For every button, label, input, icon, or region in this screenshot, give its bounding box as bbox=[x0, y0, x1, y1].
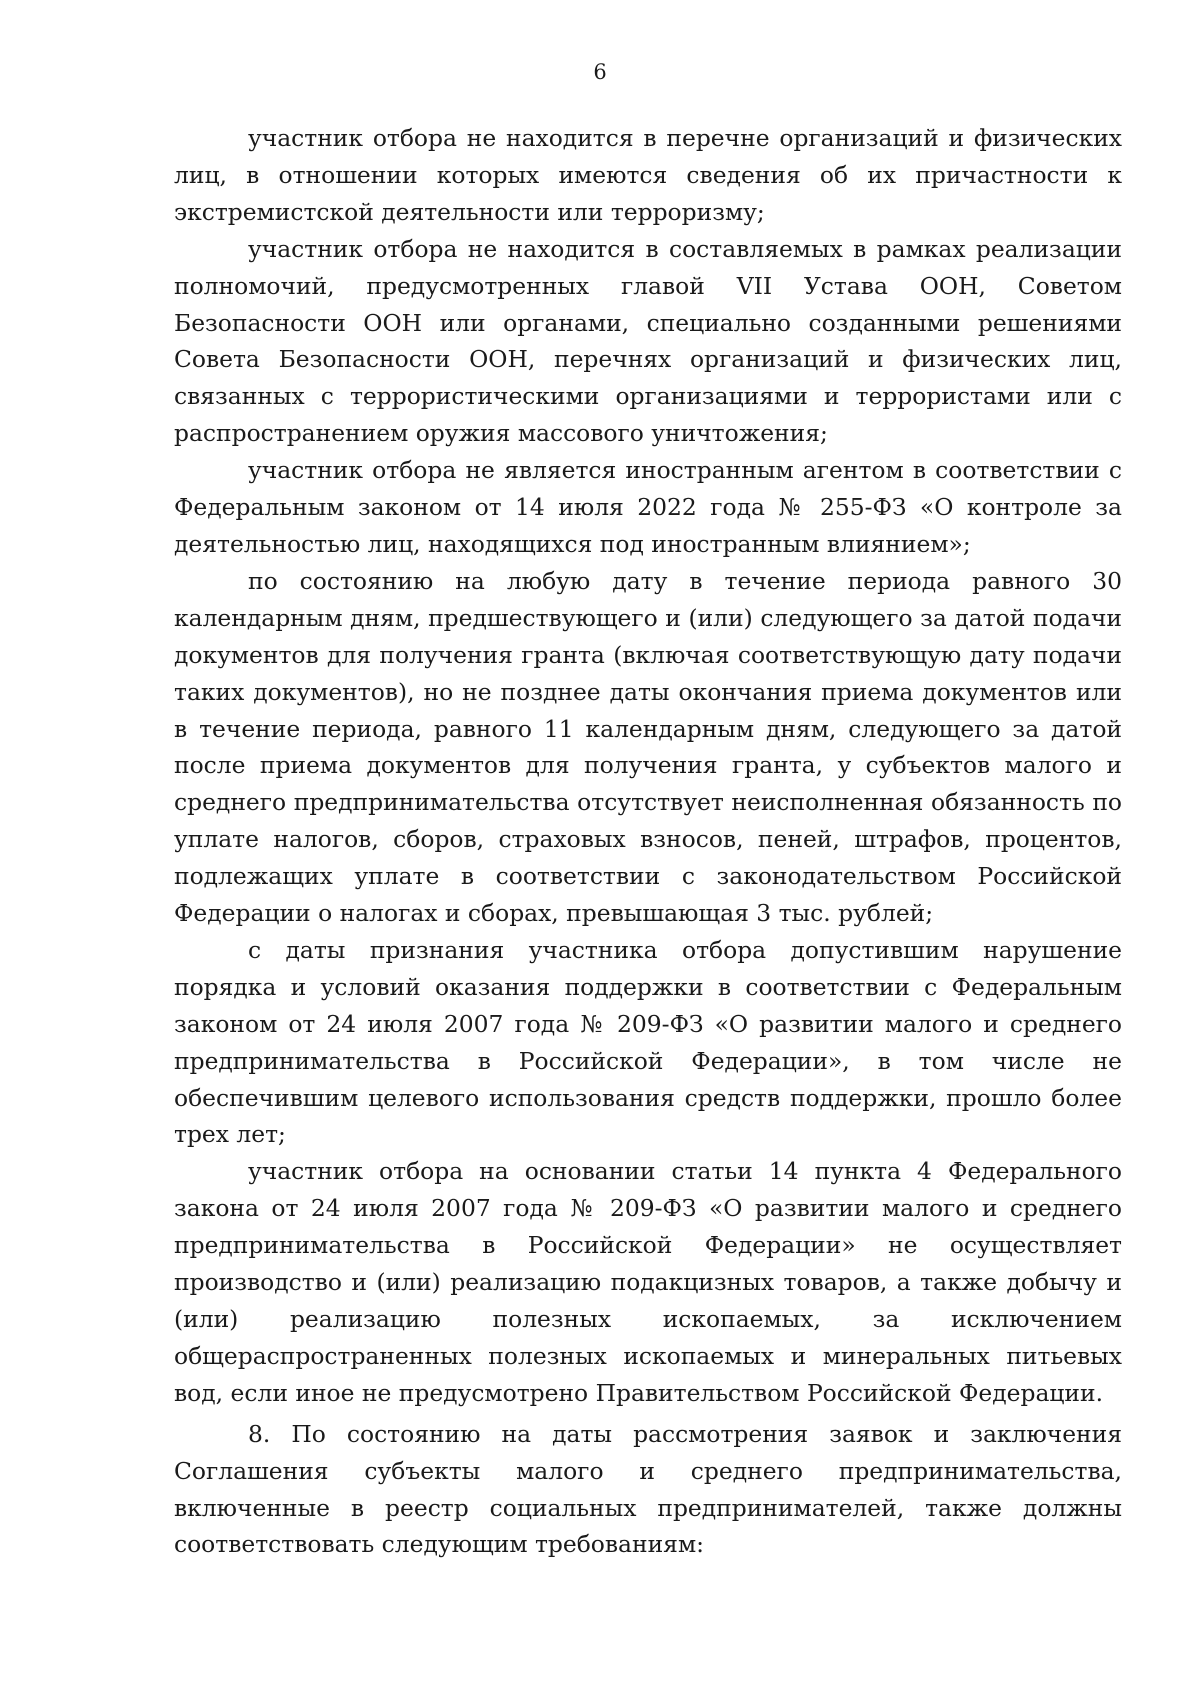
paragraph-un-sanctions-list: участник отбора не находится в составляемых в рамках реализации полномочий, предусмотренных главой VII Устава ООН, Советом Безопасности ООН или органами, специально созданными решениями Совета Безопасности ООН, перечнях организаций и физических лиц, связанных с террористическими организациями и террористами или с распространением оружия массового уничтожения; bbox=[174, 234, 1122, 448]
paragraph-tax-debt: по состоянию на любую дату в течение периода равного 30 календарным дням, предшествующего и (или) следующего за датой подачи документов для получения гранта (включая соответствующую дату подачи таких документов), но не позднее даты окончания приема документов или в течение периода, равного 11 календарным дням, следующего за датой после приема документов для получения гранта, у субъектов малого и среднего предпринимательства отсутствует неисполненная обязанность по уплате налогов, сборов, страховых взносов, пеней, штрафов, процентов, подлежащих уплате в соответствии с законодательством Российской Федерации о налогах и сборах, превышающая 3 тыс. рублей; bbox=[174, 566, 1122, 928]
paragraph-section-8: 8. По состоянию на даты рассмотрения заявок и заключения Соглашения субъекты малого и среднего предпринимательства, включенные в реестр социальных предпринимателей, также должны соответствовать следующим требованиям: bbox=[174, 1419, 1122, 1559]
document-body bbox=[174, 120, 1122, 1563]
page-number: 6 bbox=[593, 60, 607, 84]
paragraph-support-violation: с даты признания участника отбора допустившим нарушение порядка и условий оказания поддержки в соответствии с Федеральным законом от 24 июля 2007 года № 209-ФЗ «О развитии малого и среднего предпринимательства в Российской Федерации», в том числе не обеспечившим целевого использования средств поддержки, прошло более трех лет; bbox=[174, 935, 1122, 1149]
paragraph-excise-goods: участник отбора на основании статьи 14 пункта 4 Федерального закона от 24 июля 2007 года № 209-ФЗ «О развитии малого и среднего предпринимательства в Российской Федерации» не осуществляет производство и (или) реализацию подакцизных товаров, а также добычу и (или) реализацию полезных ископаемых, за исключением общераспространенных полезных ископаемых и минеральных питьевых вод, если иное не предусмотрено Правительством Российской Федерации. bbox=[174, 1157, 1122, 1407]
paragraph-foreign-agent: участник отбора не является иностранным агентом в соответствии с Федеральным законом от 14 июля 2022 года № 255-ФЗ «О контроле за деятельностью лиц, находящихся под иностранным влиянием»; bbox=[174, 456, 1122, 558]
paragraph-extremism-list: участник отбора не находится в перечне организаций и физических лиц, в отношении которых имеются сведения об их причастности к экстремистской деятельности или терроризму; bbox=[174, 124, 1122, 226]
